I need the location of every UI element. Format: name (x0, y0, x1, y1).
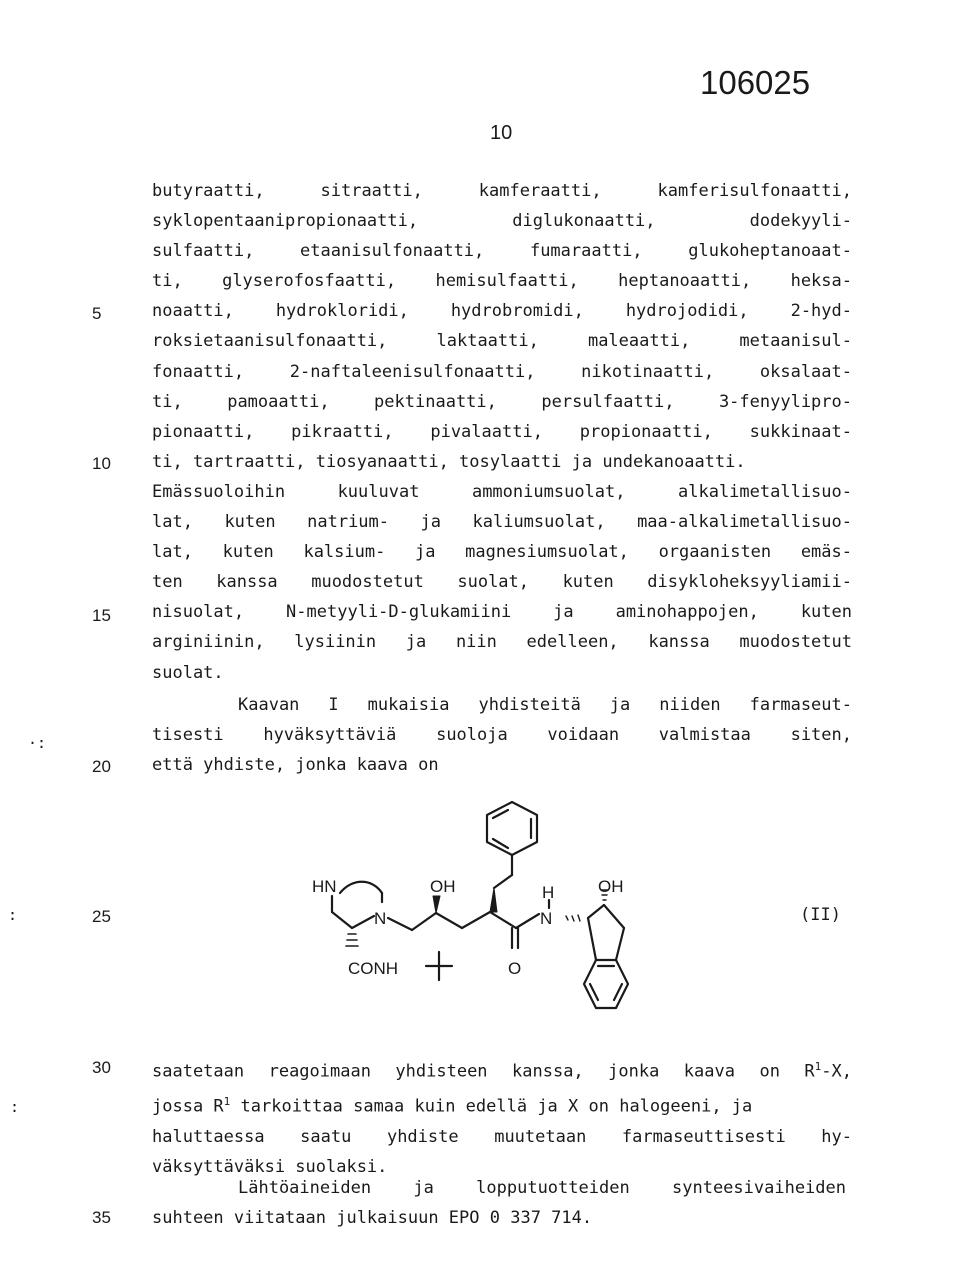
text-fragment: saatetaan reagoimaan yhdisteen kanssa, jonka kaava on R (152, 1061, 815, 1082)
atom-n-piperazine: N (374, 909, 387, 928)
scan-speck: : (10, 1098, 20, 1116)
text-line: suolat. (152, 662, 224, 683)
atom-conh: CONH (348, 959, 399, 978)
text-line (152, 1087, 852, 1122)
line-number-5: 5 (92, 304, 102, 323)
text-line: että yhdiste, jonka kaava on (152, 755, 439, 776)
text-line: haluttaessa saatu yhdiste muutetaan farmaseuttisesti hy- (152, 1126, 852, 1147)
text-line: noaatti, hydrokloridi, hydrobromidi, hydrojodidi, 2-hyd- (152, 301, 852, 322)
line-number-30: 30 (92, 1058, 111, 1077)
text-line: butyraatti, sitraatti, kamferaatti, kamferisulfonaatti, (152, 181, 852, 201)
text-line: ti, glyserofosfaatti, hemisulfaatti, heptanoaatti, heksa- (152, 271, 852, 292)
text-line: väksyttäväksi suolaksi. (152, 1156, 388, 1177)
atom-o-carbonyl: O (508, 959, 522, 978)
page-number: 10 (490, 122, 513, 144)
text-fragment: tarkoittaa samaa kuin edellä ja X on halogeeni, ja (230, 1096, 753, 1117)
document-number: 106025 (700, 64, 811, 101)
atom-oh-indane: OH (598, 877, 624, 896)
atom-n-amide: N (540, 909, 553, 928)
text-line: lat, kuten natrium- ja kaliumsuolat, maa-alkalimetallisuo- (152, 512, 852, 533)
atom-h-amide: H (542, 883, 555, 902)
text-line: ti, tartraatti, tiosyanaatti, tosylaatti ja undekanoaatti. (152, 451, 746, 472)
paragraph-reaction (152, 1052, 852, 1182)
text-line: pionaatti, pikraatti, pivalaatti, propionaatti, sukkinaat- (152, 421, 852, 442)
atom-oh-backbone: OH (430, 877, 456, 896)
line-number-10: 10 (92, 454, 111, 473)
scan-speck: ·: (28, 734, 47, 752)
text-line: fonaatti, 2-naftaleenisulfonaatti, nikotinaatti, oksalaat- (152, 361, 852, 382)
text-line: tisesti hyväksyttäviä suoloja voidaan valmistaa siten, (152, 725, 852, 746)
phenyl-ring (487, 802, 537, 855)
superscript: 1 (814, 1060, 822, 1073)
text-line: Emässuoloihin kuuluvat ammoniumsuolat, alkalimetallisuo- (152, 481, 852, 502)
text-line: syklopentaanipropionaatti, diglukonaatti, dodekyyli- (152, 211, 852, 232)
scan-speck: : (8, 906, 18, 924)
text-line: lat, kuten kalsium- ja magnesiumsuolat, orgaanisten emäs- (152, 542, 852, 563)
text-line: sulfaatti, etaanisulfonaatti, fumaraatti, glukoheptanoaat- (152, 241, 852, 262)
text-line: arginiinin, lysiinin ja niin edelleen, kanssa muodostetut (152, 632, 852, 653)
text-line (152, 1052, 852, 1087)
text-line: ten kanssa muodostetut suolat, kuten disykloheksyyliamii- (152, 572, 852, 593)
text-fragment: jossa R (152, 1096, 224, 1117)
line-number-20: 20 (92, 757, 111, 776)
text-line: suhteen viitataan julkaisuun EPO 0 337 714. (152, 1208, 593, 1229)
text-line: roksietaanisulfonaatti, laktaatti, maleaatti, metaanisul- (152, 331, 852, 352)
line-number-15: 15 (92, 606, 111, 625)
text-fragment: -X, (821, 1061, 852, 1082)
formula-label: (II) (800, 905, 841, 925)
atom-hn: HN (312, 877, 337, 896)
text-line: Lähtöaineiden ja lopputuotteiden synteesivaiheiden (238, 1178, 846, 1198)
line-number-35: 35 (92, 1208, 111, 1227)
paragraph-reference (152, 1173, 852, 1233)
superscript: 1 (223, 1094, 231, 1108)
text-line: nisuolat, N-metyyli-D-glukamiini ja aminohappojen, kuten (152, 602, 852, 623)
text-line: ti, pamoaatti, pektinaatti, persulfaatti, 3-fenyylipro- (152, 391, 852, 412)
text-line: Kaavan I mukaisia yhdisteitä ja niiden farmaseut- (238, 695, 852, 715)
line-number-25: 25 (92, 907, 111, 926)
